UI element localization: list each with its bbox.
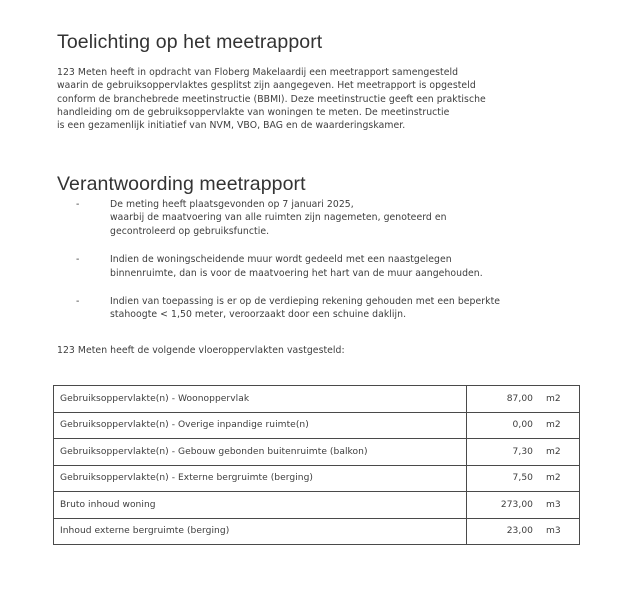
paragraph-line: is een gezamenlijk initiatief van NVM, VBO, BAG en de waarderingskamer.: [57, 120, 406, 132]
cell-label: Bruto inhoud woning: [54, 492, 467, 519]
table-row: [54, 386, 580, 413]
cell-label: Gebruiksoppervlakte(n) - Gebouw gebonden buitenruimte (balkon): [54, 439, 467, 466]
cell-value-number: 23,00: [506, 526, 533, 537]
cell-value-unit: m3: [546, 499, 561, 510]
responsibility-list: [57, 198, 577, 337]
list-item: [57, 295, 577, 322]
cell-value-unit: m2: [546, 446, 561, 457]
cell-value: [467, 492, 580, 519]
list-item-line: De meting heeft plaatsgevonden op 7 januari 2025,: [110, 199, 354, 210]
table-intro-text: 123 Meten heeft de volgende vloeroppervlakten vastgesteld:: [57, 345, 345, 356]
cell-value-number: 0,00: [512, 420, 533, 431]
cell-label: Gebruiksoppervlakte(n) - Externe bergruimte (berging): [54, 465, 467, 492]
cell-value-number: 7,30: [512, 446, 533, 457]
cell-value: [467, 412, 580, 439]
paragraph-line: waarin de gebruiksoppervlaktes gesplitst zijn aangegeven. Het meetrapport is opgesteld: [57, 80, 476, 92]
cell-value: [467, 439, 580, 466]
cell-value-unit: m2: [546, 393, 561, 404]
page-title: Toelichting op het meetrapport: [57, 31, 323, 54]
list-item-line: stahoogte < 1,50 meter, veroorzaakt door een schuine daklijn.: [110, 309, 407, 321]
bullet-dash-icon: -: [76, 254, 80, 266]
cell-value-number: 273,00: [500, 499, 533, 510]
list-item-line: binnenruimte, dan is voor de maatvoering het hart van de muur aangehouden.: [110, 267, 483, 279]
cell-value: [467, 386, 580, 413]
cell-label: Gebruiksoppervlakte(n) - Woonoppervlak: [54, 386, 467, 413]
cell-value-number: 87,00: [506, 393, 533, 404]
cell-value-unit: m3: [546, 526, 561, 537]
paragraph-line: handleiding om de gebruiksoppervlakte van woningen te meten. De meetinstructie: [57, 106, 450, 118]
cell-value-unit: m2: [546, 473, 561, 484]
floor-areas-table: [53, 385, 580, 545]
table-row: [54, 492, 580, 519]
cell-value-number: 7,50: [512, 473, 533, 484]
section-heading-verantwoording: Verantwoording meetrapport: [57, 173, 306, 196]
table-row: [54, 439, 580, 466]
table-row: [54, 465, 580, 492]
cell-value: [467, 465, 580, 492]
cell-value: [467, 518, 580, 545]
list-item: [57, 253, 577, 280]
table-row: [54, 412, 580, 439]
list-item: [57, 198, 577, 238]
list-item-line: gecontroleerd op gebruiksfunctie.: [110, 225, 270, 237]
cell-label: Gebruiksoppervlakte(n) - Overige inpandige ruimte(n): [54, 412, 467, 439]
paragraph-line: 123 Meten heeft in opdracht van Floberg Makelaardij een meetrapport samengesteld: [57, 67, 459, 78]
bullet-dash-icon: -: [76, 296, 80, 308]
list-item-line: waarbij de maatvoering van alle ruimten zijn nagemeten, genoteerd en: [110, 212, 447, 224]
cell-value-unit: m2: [546, 420, 561, 431]
paragraph-line: conform de branchebrede meetinstructie (BBMI). Deze meetinstructie geeft een praktische: [57, 93, 486, 105]
list-item-line: Indien de woningscheidende muur wordt gedeeld met een naastgelegen: [110, 254, 452, 266]
intro-paragraph: [57, 66, 557, 132]
cell-label: Inhoud externe bergruimte (berging): [54, 518, 467, 545]
table-row: [54, 518, 580, 545]
list-item-line: Indien van toepassing is er op de verdieping rekening gehouden met een beperkte: [110, 296, 501, 308]
bullet-dash-icon: -: [76, 199, 80, 210]
table-body: [54, 386, 580, 545]
